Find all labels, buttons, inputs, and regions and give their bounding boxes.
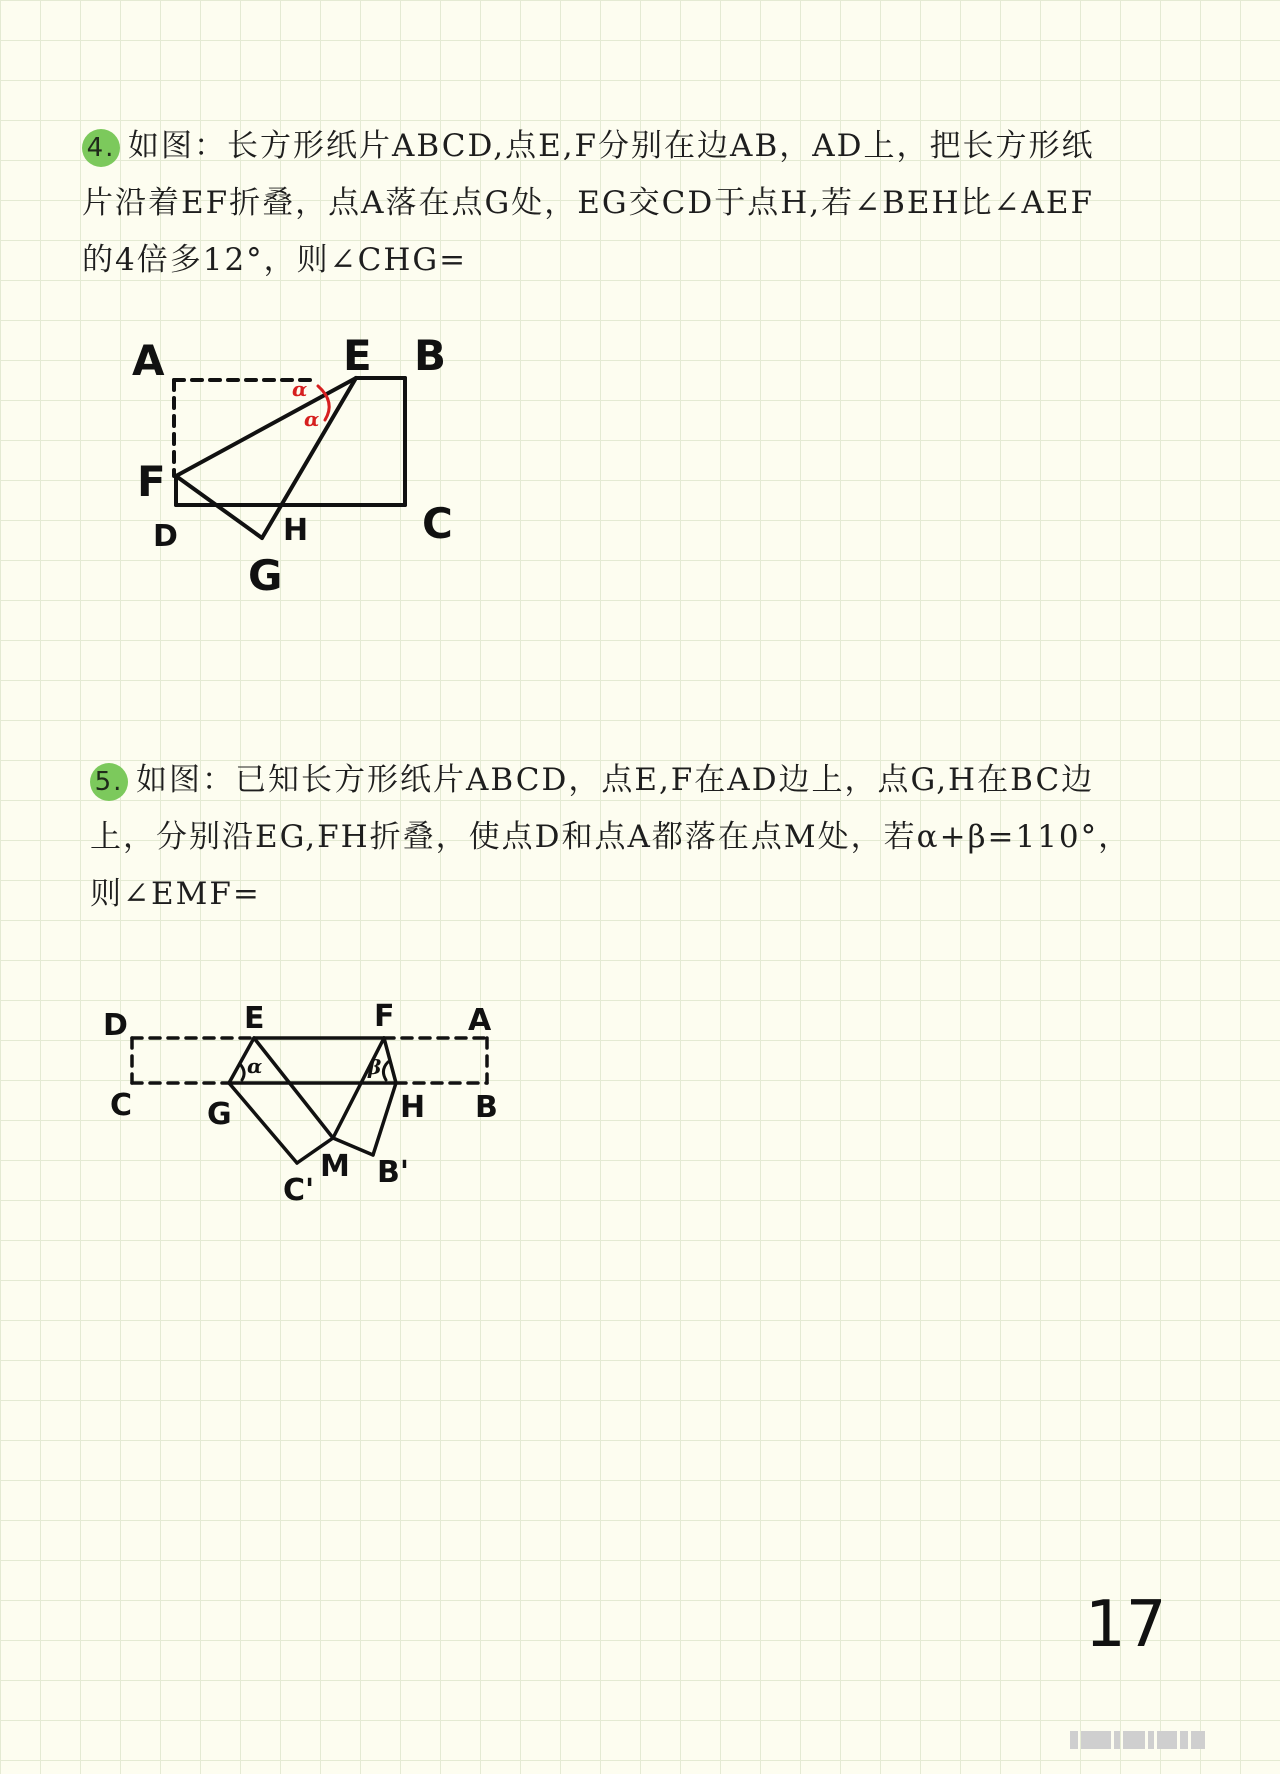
edge-HB-prime: [373, 1083, 396, 1155]
figure-5-lines: [132, 1038, 487, 1163]
angle-arc-alpha: [240, 1064, 244, 1080]
label-C: C: [422, 499, 453, 548]
problem-5-line-2: 上，分别沿EG,FH折叠，使点D和点A都落在点M处，若α+β=110°，: [90, 819, 1132, 855]
label-C-prime: C': [283, 1173, 315, 1208]
label-D: D: [153, 519, 178, 554]
label-A: A: [468, 1003, 492, 1038]
angle-alpha-mark-1: α: [292, 377, 308, 401]
edge-EM: [254, 1038, 333, 1138]
angle-alpha-label: α: [247, 1054, 263, 1078]
label-F: F: [137, 457, 166, 506]
watermark-marks: [1070, 1730, 1208, 1749]
label-G: G: [248, 551, 283, 600]
label-F: F: [374, 999, 395, 1034]
problem-4-line-3: 的4倍多12°，则∠CHG=: [82, 242, 468, 278]
problem-5-line-3: 则∠EMF=: [90, 876, 261, 912]
problem-5-text-1: 如图：已知长方形纸片ABCD，点E,F在AD边上，点G,H在BC边: [136, 762, 1095, 798]
edge-FM: [333, 1038, 384, 1138]
label-E: E: [343, 331, 372, 380]
label-B: B: [414, 331, 447, 380]
label-H: H: [283, 513, 309, 548]
label-C: C: [110, 1088, 133, 1123]
label-M: M: [320, 1149, 350, 1184]
problem-4-text-1: 如图：长方形纸片ABCD,点E,F分别在边AB，AD上，把长方形纸: [128, 128, 1095, 164]
problem-4-line-2: 片沿着EF折叠，点A落在点G处，EG交CD于点H,若∠BEH比∠AEF: [82, 185, 1095, 221]
angle-beta-label: β: [368, 1055, 382, 1079]
label-A: A: [132, 336, 165, 385]
problem-number-badge: 5.: [90, 763, 128, 801]
label-D: D: [103, 1008, 128, 1043]
label-B-prime: B': [377, 1155, 410, 1190]
label-H: H: [400, 1090, 426, 1125]
angle-alpha-mark-2: α: [304, 407, 320, 431]
page-number: 17: [1085, 1588, 1167, 1662]
label-B: B: [475, 1090, 498, 1125]
problem-number-badge: 4.: [82, 129, 120, 167]
angle-arc-beta: [383, 1062, 388, 1080]
label-G: G: [207, 1097, 232, 1132]
label-E: E: [244, 1001, 265, 1036]
edge-GC-prime: [229, 1083, 297, 1163]
